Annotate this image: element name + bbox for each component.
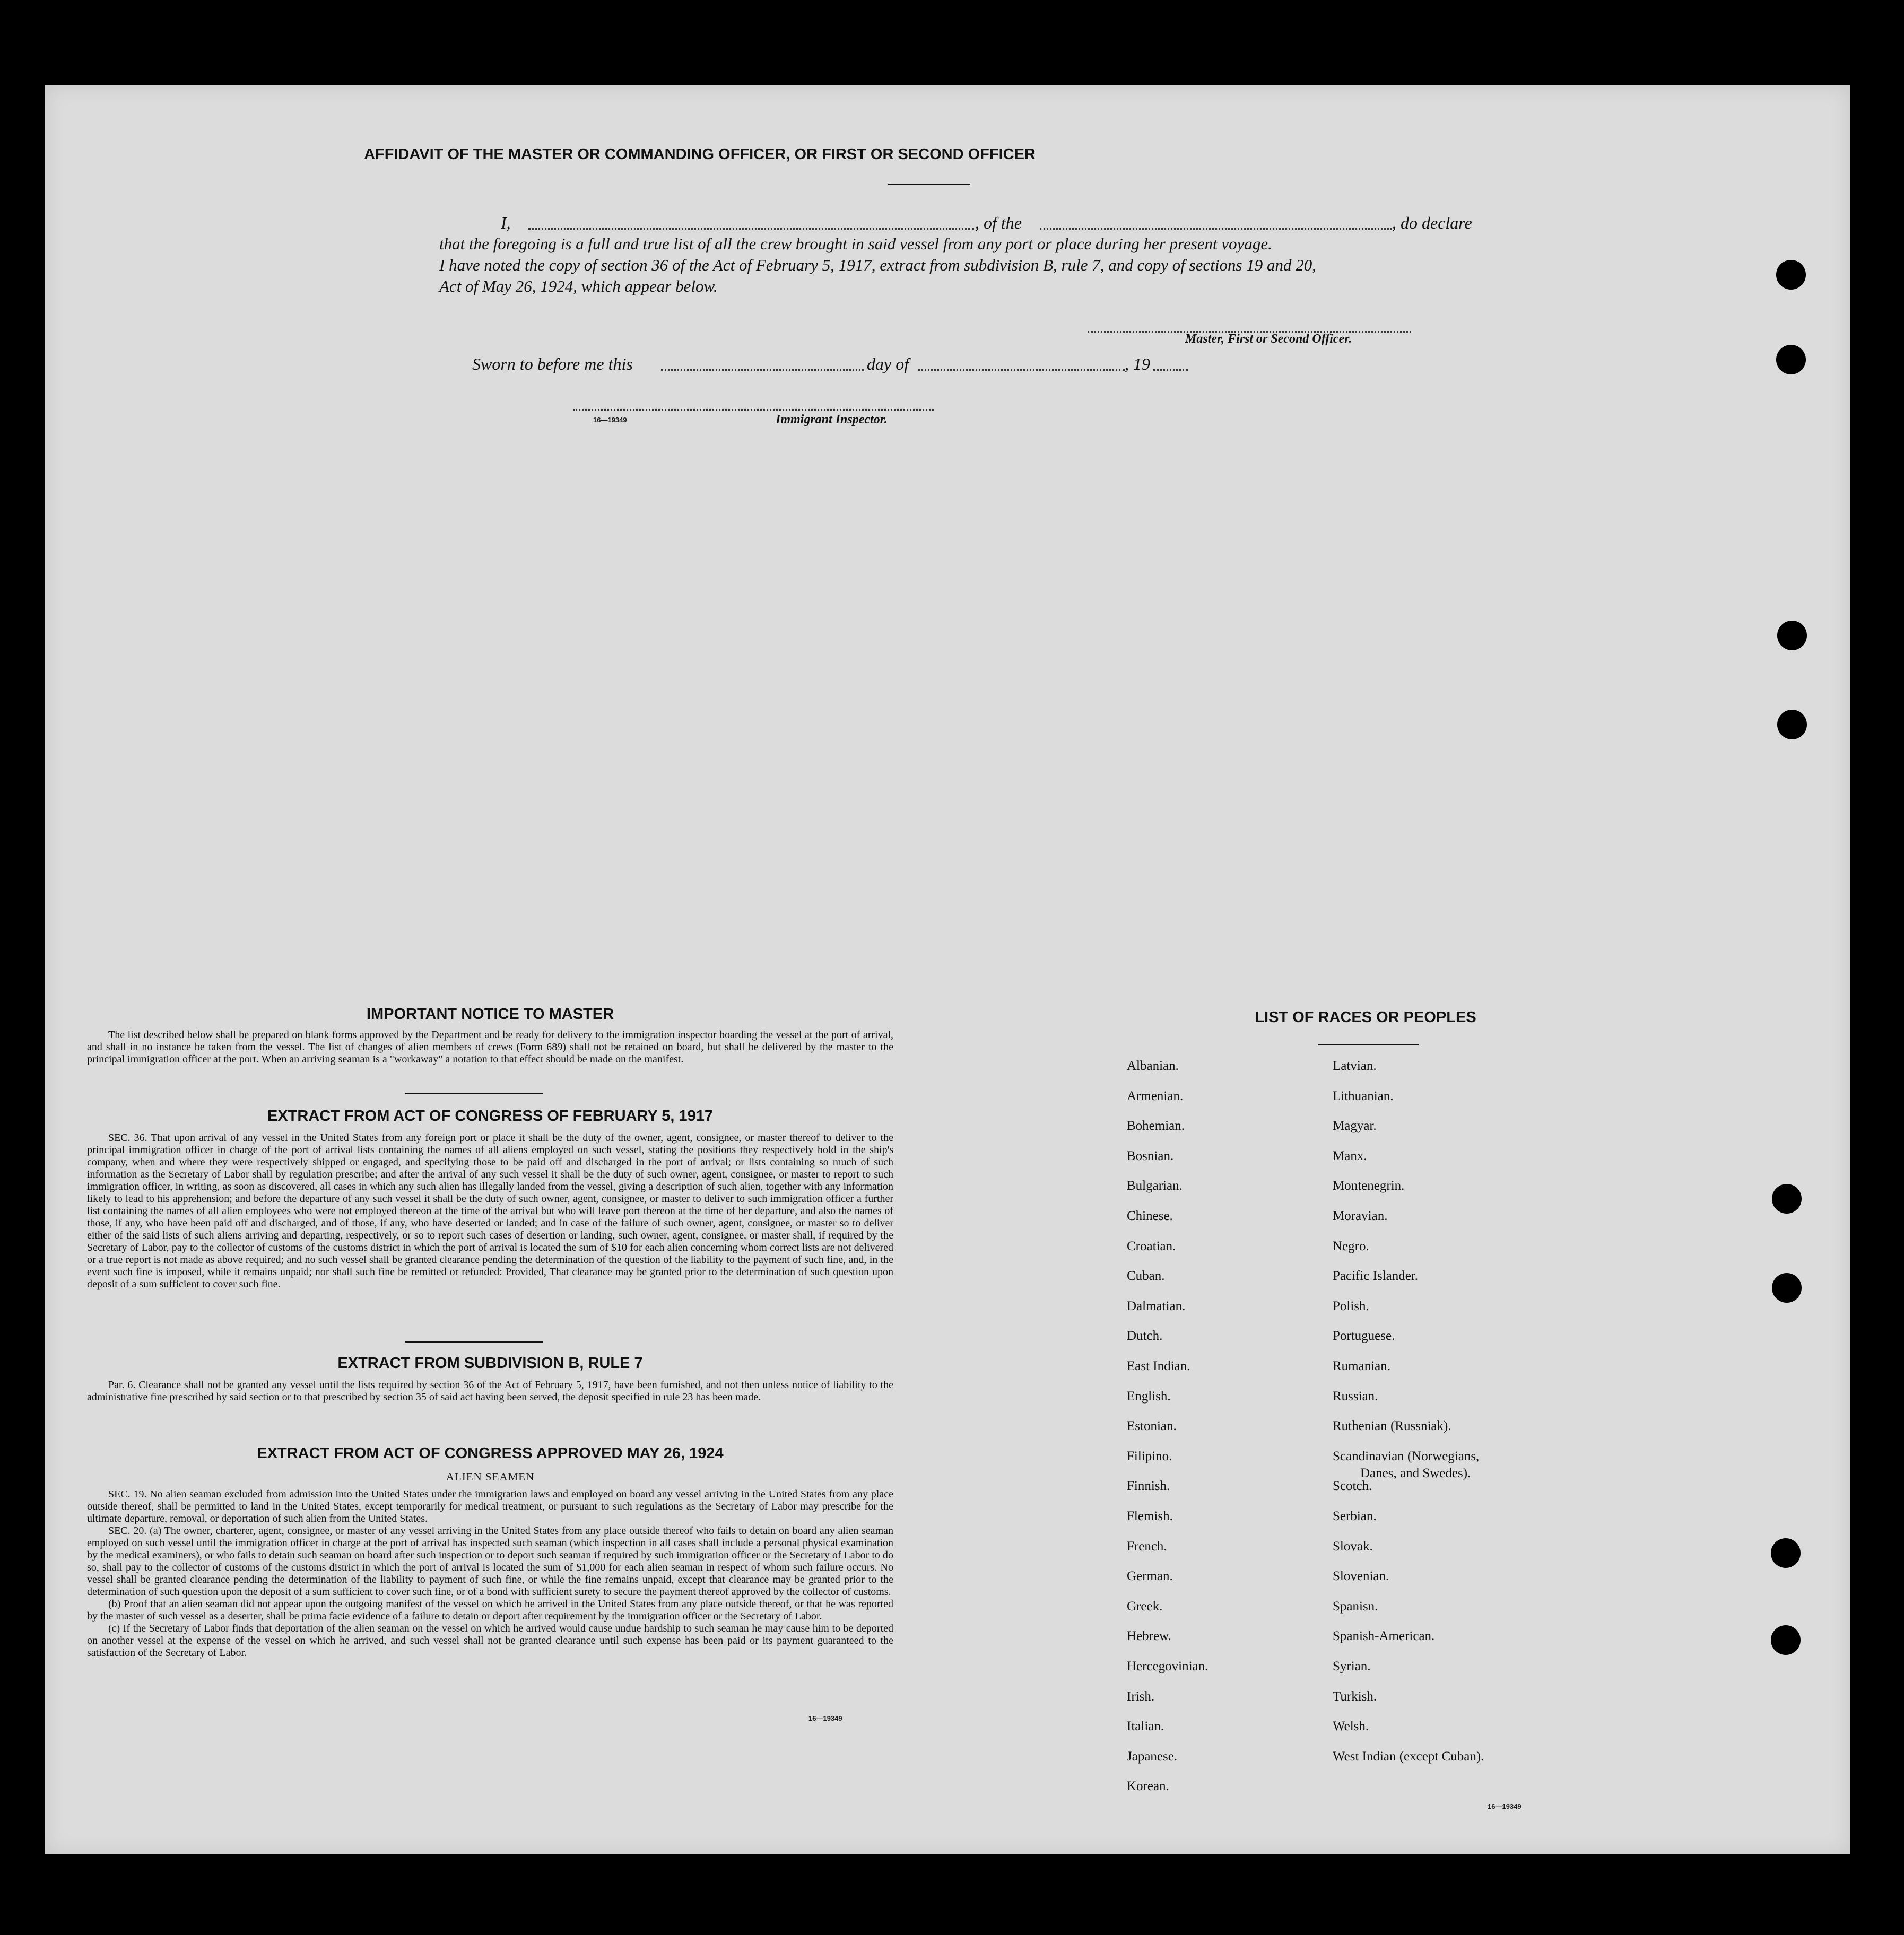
race-item: Negro. — [1333, 1239, 1369, 1253]
punch-hole — [1772, 1273, 1802, 1303]
extract-1924-title: EXTRACT FROM ACT OF CONGRESS APPROVED MAY 26, 1924 — [257, 1445, 724, 1462]
race-item: Filipino. — [1127, 1449, 1172, 1463]
race-item: Hercegovinian. — [1127, 1659, 1209, 1673]
race-item: Spanish-American. — [1333, 1629, 1435, 1644]
race-item: Chinese. — [1127, 1209, 1173, 1223]
race-item: Hebrew. — [1127, 1629, 1171, 1644]
race-item: Dutch. — [1127, 1329, 1163, 1344]
section-rule — [405, 1093, 543, 1094]
punch-hole — [1771, 1625, 1801, 1655]
extract-1917-title: EXTRACT FROM ACT OF CONGRESS OF FEBRUARY 5, 1917 — [267, 1108, 714, 1125]
race-item: Serbian. — [1333, 1509, 1377, 1523]
punch-hole — [1776, 345, 1806, 374]
sworn-day-line — [661, 369, 864, 371]
par6-paragraph: Par. 6. Clearance shall not be granted any vessel until the lists required by section 36 of the Act of February 5, 1917, have been furnished, and not then unless notice of liability to the administrative fine prescribed by said section or to that prescribed by section 35 of said act having been served, the deposit specified in rule 23 has been made. — [87, 1379, 893, 1403]
race-item: Montenegrin. — [1333, 1179, 1405, 1193]
race-item: Albanian. — [1127, 1059, 1179, 1073]
races-title: LIST OF RACES OR PEOPLES — [1255, 1009, 1476, 1026]
sec19-paragraph: SEC. 19. No alien seaman excluded from admission into the United States under the immigration laws and employed on board any vessel arriving in the United States from any place outside thereof, shall be permitted to land in the United States, except temporarily for medical treatment, or pursuant to such regulations as the Secretary of Labor may prescribe for the ultimate departure, removal, or deportation of such alien from the United States. — [87, 1488, 893, 1524]
race-item: Latvian. — [1333, 1059, 1377, 1073]
race-item: Bulgarian. — [1127, 1179, 1183, 1193]
race-item: Slovenian. — [1333, 1569, 1389, 1584]
sec36-paragraph: SEC. 36. That upon arrival of any vessel in the United States from any foreign port or place it shall be the duty of the owner, agent, consignee, or master thereof to deliver to the principal immigration officer in charge of the port of arrival lists containing the names of all aliens employed on such vessel, stating the positions they respectively hold in the ship's company, when and where they were respectively shipped or engaged, and specifying those to be paid off and discharged in the port of arrival; or lists containing so much of such information as the Secretary of Labor shall by regulation prescribe; and after the arrival of any such vessel it shall be the duty of such owner, agent, consignee, or master to report to such immigration officer, in writing, as soon as discovered, all cases in which any such alien has illegally landed from the vessel, giving a description of such alien, together with any information likely to lead to his apprehension; and before the departure of any such vessel it shall be the duty of such owner, agent, consignee, or master to deliver to such immigration officer a further list containing the names of all alien employees who were not employed thereon at the time of the arrival but who will leave port thereon at the time of her departure, and also the names of those, if any, who have been paid off and discharged, and of those, if any, who have deserted or landed; and in case of the failure of such owner, agent, consignee, or master so to deliver either of the said lists of such aliens arriving and departing, respectively, or so to report such cases of desertion or landing, such owner, agent, consignee, or master shall, if required by the Secretary of Labor, pay to the collector of customs of the customs district in which the port of arrival is located the sum of $10 for each alien concerning whom correct lists are not delivered or a true report is not made as above required; and no such vessel shall be granted clearance pending the determination of the question of the liability to the payment of such fine, and, in the event such fine is imposed, while it remains unpaid; nor shall such fine be remitted or refunded: Provided, That clearance may be granted prior to the determination of such question upon deposit of a sum sufficient to cover such fine. — [87, 1132, 893, 1290]
race-item: Japanese. — [1127, 1749, 1178, 1764]
affidavit-title: AFFIDAVIT OF THE MASTER OR COMMANDING OFFICER, OR FIRST OR SECOND OFFICER — [364, 146, 1036, 163]
punch-hole — [1776, 260, 1806, 290]
form-code-top: 16—19349 — [593, 416, 627, 424]
notice-paragraph: The list described below shall be prepared on blank forms approved by the Department and be ready for delivery to the immigration inspector boarding the vessel at the port of arrival, and shall in no instance be taken from the vessel. The list of changes of alien members of crews (Form 689) shall not be retained on board, but shall be delivered by the master to the principal immigration officer at the port. When an arriving seaman is a "workaway" a notation to that effect should be made on the manifest. — [87, 1029, 893, 1065]
race-item: Bosnian. — [1127, 1148, 1174, 1163]
form-code-races: 16—19349 — [1488, 1802, 1522, 1810]
race-item: Estonian. — [1127, 1419, 1177, 1434]
race-item: East Indian. — [1127, 1359, 1190, 1373]
declare-end: , do declare — [1392, 213, 1472, 232]
title-rule — [888, 184, 970, 185]
inspector-label: Immigrant Inspector. — [776, 413, 888, 426]
punch-hole — [1777, 710, 1807, 739]
extract-1917-text — [87, 1132, 893, 1291]
race-item: English. — [1127, 1389, 1171, 1404]
race-item: West Indian (except Cuban). — [1333, 1749, 1484, 1764]
race-item: Croatian. — [1127, 1239, 1176, 1253]
sworn-month-line — [918, 369, 1125, 371]
race-item: Welsh. — [1333, 1719, 1369, 1734]
race-item: Turkish. — [1333, 1689, 1377, 1704]
sec20a-paragraph: SEC. 20. (a) The owner, charterer, agent, consignee, or master of any vessel arriving in the United States from any place outside thereof who fails to detain on board any alien seaman employed on such vessel until the immigration officer in charge at the port of arrival has inspected such seaman (which inspection in all cases shall include a personal physical examination by the medical examiners), or who fails to detain such seaman on board after such inspection or to deport such seaman if required by such immigration officer or the Secretary of Labor to do so, shall pay to the collector of customs of the customs district in which the port of arrival is located the sum of $1,000 for each alien seaman in respect of whom such failure occurs. No vessel shall be granted clearance pending the determination of the liability to payment of such fine, or while the fine remains unpaid, except that clearance may be granted prior to the determination of such question upon the deposit of a sum sufficient to cover such fine, or of a bond with sufficient surety to secure the payment thereof approved by the collector of customs. — [87, 1525, 893, 1598]
race-item: Portuguese. — [1333, 1329, 1395, 1344]
race-item: Ruthenian (Russniak). — [1333, 1419, 1451, 1434]
race-item: Scotch. — [1333, 1479, 1372, 1494]
race-item: Magyar. — [1333, 1119, 1377, 1134]
race-item: Greek. — [1127, 1599, 1163, 1614]
race-item: Cuban. — [1127, 1269, 1165, 1284]
race-item: Spanisn. — [1333, 1599, 1378, 1614]
declare-i: I, — [501, 213, 511, 232]
race-item: Armenian. — [1127, 1088, 1184, 1103]
race-item: Manx. — [1333, 1148, 1367, 1163]
form-code-extract: 16—19349 — [808, 1714, 842, 1722]
vessel-line — [1040, 228, 1392, 230]
day-of-text: day of — [867, 354, 909, 373]
race-item: Moravian. — [1333, 1209, 1388, 1223]
sec20b-paragraph: (b) Proof that an alien seaman did not appear upon the outgoing manifest of the vessel on which he arrived in the United States from any place outside thereof, or that he was reported by the master of such vessel as a deserter, shall be prima facie evidence of a failure to detain or deport after requirement by the immigration officer or the Secretary of Labor. — [87, 1598, 893, 1622]
sec20c-paragraph: (c) If the Secretary of Labor finds that deportation of the alien seaman on the vessel on which he arrived would cause undue hardship to such seaman he may cause him to be deported on another vessel at the expense of the vessel on which he arrived, and such vessel shall not be granted clearance until such expense has been paid or its payment guaranteed to the satisfaction of the Secretary of Labor. — [87, 1623, 893, 1659]
race-item: Scandinavian (Norwegians, — [1333, 1449, 1480, 1463]
extract-b7-text — [87, 1379, 893, 1404]
inspector-signature-line — [573, 409, 934, 411]
punch-hole — [1772, 1184, 1802, 1214]
race-item: Dalmatian. — [1127, 1298, 1186, 1313]
form-page — [45, 85, 1850, 1854]
race-item: German. — [1127, 1569, 1173, 1584]
notice-text — [87, 1029, 893, 1066]
race-item: Flemish. — [1127, 1509, 1173, 1523]
year-prefix: , 19 — [1125, 354, 1150, 373]
name-line — [528, 228, 974, 230]
races-title-rule — [1318, 1044, 1419, 1045]
declaration-line-4: Act of May 26, 1924, which appear below. — [439, 277, 718, 295]
race-item: Italian. — [1127, 1719, 1164, 1734]
race-item: Irish. — [1127, 1689, 1155, 1704]
race-item: Syrian. — [1333, 1659, 1371, 1673]
race-item: Korean. — [1127, 1779, 1169, 1794]
punch-hole — [1771, 1538, 1801, 1568]
race-item: Slovak. — [1333, 1539, 1373, 1554]
sworn-text: Sworn to before me this — [472, 354, 633, 373]
race-item: Bohemian. — [1127, 1119, 1185, 1134]
extract-b7-title: EXTRACT FROM SUBDIVISION B, RULE 7 — [337, 1355, 643, 1372]
race-item: Danes, and Swedes). — [1360, 1466, 1471, 1480]
race-item: Finnish. — [1127, 1479, 1170, 1494]
extract-1924-text — [87, 1488, 893, 1659]
declare-of: , of the — [975, 213, 1022, 232]
master-label: Master, First or Second Officer. — [1185, 332, 1352, 346]
sworn-year-line — [1153, 369, 1188, 371]
race-item: Polish. — [1333, 1298, 1369, 1313]
race-item: Rumanian. — [1333, 1359, 1391, 1373]
race-item: Lithuanian. — [1333, 1088, 1394, 1103]
race-item: Pacific Islander. — [1333, 1269, 1419, 1284]
alien-seamen-subtitle: ALIEN SEAMEN — [446, 1470, 535, 1483]
declaration-line-2: that the foregoing is a full and true list of all the crew brought in said vessel from any port or place during her present voyage. — [439, 234, 1272, 253]
race-item: French. — [1127, 1539, 1167, 1554]
declaration-line-3: I have noted the copy of section 36 of the Act of February 5, 1917, extract from subdivision B, rule 7, and copy of sections 19 and 20, — [439, 256, 1317, 274]
race-item: Russian. — [1333, 1389, 1378, 1404]
punch-hole — [1777, 621, 1807, 650]
section-rule — [405, 1341, 543, 1343]
notice-title: IMPORTANT NOTICE TO MASTER — [366, 1006, 614, 1023]
